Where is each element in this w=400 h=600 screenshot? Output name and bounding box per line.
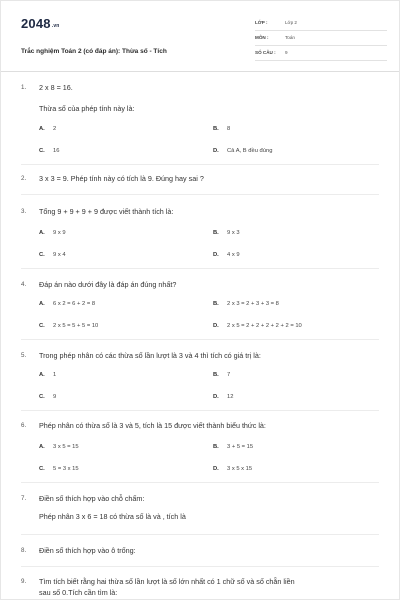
option-text: 16 — [53, 148, 60, 154]
option-d[interactable] — [213, 466, 252, 472]
question-text: Tìm tích biết rằng hai thừa số lần lượt là số lớn nhất có 1 chữ số và số chẵn liền — [39, 577, 295, 586]
option-letter: D. — [213, 394, 219, 400]
option-c[interactable] — [39, 466, 79, 472]
option-letter: D. — [213, 323, 219, 329]
option-c[interactable] — [39, 148, 59, 154]
option-a[interactable] — [39, 126, 56, 132]
option-text: 9 x 4 — [53, 252, 66, 258]
option-letter: A. — [39, 301, 45, 307]
option-text: 9 x 3 — [227, 230, 240, 236]
option-b[interactable] — [213, 126, 230, 132]
option-d[interactable] — [213, 394, 233, 400]
question-text: Tổng 9 + 9 + 9 + 9 được viết thành tích là: — [39, 207, 174, 216]
question-number: 6. — [21, 422, 27, 429]
option-text: 8 — [227, 126, 231, 132]
question-divider — [21, 410, 379, 411]
meta-label: SỐ CÂU : — [255, 50, 276, 55]
option-letter: A. — [39, 230, 45, 236]
question-divider — [21, 194, 379, 195]
option-a[interactable] — [39, 444, 79, 450]
question-divider — [21, 534, 379, 535]
option-c[interactable] — [39, 394, 56, 400]
option-c[interactable] — [39, 323, 98, 329]
option-d[interactable] — [213, 148, 272, 154]
option-letter: A. — [39, 444, 45, 450]
site-logo[interactable] — [21, 16, 60, 31]
option-text: 3 x 5 = 15 — [53, 444, 79, 450]
logo-text: 2048 — [21, 16, 51, 31]
question-subtext: sau số 0.Tích cần tìm là: — [39, 588, 118, 597]
option-letter: B. — [213, 126, 219, 132]
option-d[interactable] — [213, 252, 240, 258]
question-text: Điền số thích hợp vào chỗ chấm: — [39, 494, 145, 503]
option-a[interactable] — [39, 230, 66, 236]
meta-value: Toán — [285, 35, 295, 40]
question-subtext: Phép nhân 3 x 6 = 18 có thừa số là và , tích là — [39, 512, 186, 521]
header-divider — [1, 71, 399, 72]
meta-value: Lớp 2 — [285, 20, 297, 25]
option-text: 7 — [227, 372, 231, 378]
question-number: 4. — [21, 281, 27, 288]
option-letter: B. — [213, 444, 219, 450]
question-text: Điền số thích hợp vào ô trống: — [39, 546, 136, 555]
question-number: 5. — [21, 352, 27, 359]
document-header — [21, 15, 385, 69]
option-text: 9 x 9 — [53, 230, 66, 236]
page-title: Trắc nghiệm Toán 2 (có đáp án): Thừa số - Tích — [21, 48, 167, 55]
question-number: 9. — [21, 578, 27, 585]
question-number: 8. — [21, 547, 27, 554]
option-text: 2 — [53, 126, 57, 132]
option-text: 9 — [53, 394, 57, 400]
question-text: Đáp án nào dưới đây là đáp án đúng nhất? — [39, 280, 177, 289]
question-number: 2. — [21, 175, 27, 182]
option-letter: B. — [213, 301, 219, 307]
question-text: Phép nhân có thừa số là 3 và 5, tích là 15 được viết thành biểu thức là: — [39, 421, 266, 430]
option-text: 1 — [53, 372, 57, 378]
option-letter: C. — [39, 148, 45, 154]
meta-row-count — [255, 47, 387, 61]
option-text: 2 x 5 = 5 + 5 = 10 — [53, 323, 99, 329]
option-letter: A. — [39, 126, 45, 132]
logo-suffix: .vn — [51, 23, 60, 29]
question-subtext: Thừa số của phép tính này là: — [39, 104, 135, 113]
question-text: 3 x 3 = 9. Phép tính này có tích là 9. Đúng hay sai ? — [39, 174, 204, 183]
meta-label: MÔN : — [255, 35, 269, 40]
option-text: Cả A, B đều đúng — [227, 148, 273, 154]
option-text: 6 x 2 = 6 + 2 = 8 — [53, 301, 96, 307]
option-text: 2 x 3 = 2 + 3 + 3 = 8 — [227, 301, 279, 307]
question-number: 3. — [21, 208, 27, 215]
option-b[interactable] — [213, 444, 253, 450]
option-text: 3 + 5 = 15 — [227, 444, 254, 450]
meta-value: 9 — [285, 50, 288, 55]
option-letter: B. — [213, 230, 219, 236]
option-letter: B. — [213, 372, 219, 378]
option-text: 4 x 9 — [227, 252, 240, 258]
question-text: Trong phép nhân có các thừa số lần lượt là 3 và 4 thì tích có giá trị là: — [39, 351, 261, 360]
question-number: 7. — [21, 495, 27, 502]
question-number: 1. — [21, 84, 27, 91]
option-a[interactable] — [39, 301, 95, 307]
option-text: 2 x 5 = 2 + 2 + 2 + 2 + 2 = 10 — [227, 323, 302, 329]
meta-info — [255, 17, 387, 61]
option-letter: C. — [39, 394, 45, 400]
meta-row-subject — [255, 32, 387, 46]
question-divider — [21, 482, 379, 483]
option-d[interactable] — [213, 323, 302, 329]
option-text: 5 = 3 x 15 — [53, 466, 79, 472]
option-letter: A. — [39, 372, 45, 378]
option-c[interactable] — [39, 252, 66, 258]
option-text: 12 — [227, 394, 234, 400]
question-divider — [21, 339, 379, 340]
meta-row-class — [255, 17, 387, 31]
option-b[interactable] — [213, 372, 230, 378]
option-letter: D. — [213, 252, 219, 258]
question-text: 2 x 8 = 16. — [39, 83, 73, 92]
option-letter: C. — [39, 466, 45, 472]
question-divider — [21, 268, 379, 269]
option-letter: D. — [213, 466, 219, 472]
option-letter: C. — [39, 323, 45, 329]
option-text: 3 x 5 x 15 — [227, 466, 253, 472]
question-divider — [21, 164, 379, 165]
option-letter: D. — [213, 148, 219, 154]
option-a[interactable] — [39, 372, 56, 378]
meta-label: LỚP : — [255, 20, 268, 25]
option-b[interactable] — [213, 301, 279, 307]
question-divider — [21, 566, 379, 567]
option-letter: C. — [39, 252, 45, 258]
option-b[interactable] — [213, 230, 240, 236]
